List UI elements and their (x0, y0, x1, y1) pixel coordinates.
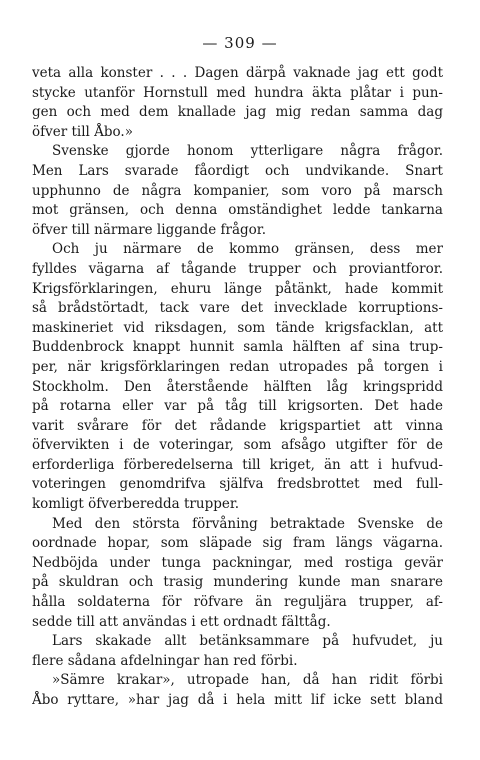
text-line: »Sämre krakar», utropade han, då han ridit förbi (52, 672, 443, 689)
text-line: flere sådana afdelningar han red förbi. (32, 652, 298, 669)
text-line: Åbo ryttare, »har jag då i hela mitt lif icke sett bland (32, 692, 443, 708)
text-line: Lars skakade allt betänksammare på hufvudet, ju (52, 633, 443, 650)
text-line: fylldes vägarna af tågande trupper och proviantforor. (32, 260, 443, 277)
text-line: öfvervikten i de voteringar, som afsågo utgifter för de (32, 437, 443, 454)
text-line: mot gränsen, och denna omständighet ledde tankarna (32, 202, 443, 219)
text-line: öfver till Åbo.» (32, 123, 133, 140)
text-line: per, när krigsförklaringen redan utropades på torgen i (32, 358, 443, 375)
text-line: Men Lars svarade fåordigt och undvikande. Snart (32, 162, 443, 179)
text-line: Buddenbrock knappt hunnit samla hälften af sina trup- (32, 339, 443, 356)
text-line: så brådstörtadt, tack vare det invecklade korruptions- (32, 300, 443, 317)
text-line: erforderliga förberedelserna till kriget, än att i hufvud- (32, 456, 443, 473)
text-line: sedde till att användas i ett ordnadt fälttåg. (32, 613, 331, 630)
text-line: på rotarna eller var på tåg till krigsorten. Det hade (32, 398, 443, 415)
text-line: Med den största förvåning betraktade Svenske de (52, 515, 443, 532)
text-line: på skuldran och trasig mundering kunde man snarare (32, 574, 443, 591)
text-line: gen och med dem knallade jag mig redan samma dag (32, 104, 443, 121)
text-line: voteringen genomdrifva själfva fredsbrottet med full- (32, 476, 443, 493)
text-line: Stockholm. Den återstående hälften låg kringspridd (32, 378, 443, 395)
text-line: Svenske gjorde honom ytterligare några frågor. (52, 143, 443, 160)
text-line: Nedböjda under tunga packningar, med rostiga gevär (32, 554, 443, 571)
text-line: stycke utanför Hornstull med hundra äkta plåtar i pun- (32, 84, 443, 101)
text-line: öfver till närmare liggande frågor. (32, 221, 267, 238)
text-line: maskineriet vid riksdagen, som tände krigsfacklan, att (32, 319, 443, 336)
text-line: veta alla konster . . . Dagen därpå vaknade jag ett godt (32, 65, 443, 81)
text-line: komligt öfverberedda trupper. (32, 496, 240, 513)
text-line: hålla soldaterna för röfvare än reguljära trupper, af- (32, 594, 443, 611)
page-number: — 309 — (202, 34, 278, 52)
text-line: Och ju närmare de kommo gränsen, dess mer (52, 241, 443, 258)
text-line: upphunno de några kompanier, som voro på marsch (32, 182, 443, 199)
body-text (32, 64, 443, 711)
text-line: oordnade hopar, som släpade sig fram längs vägarna. (32, 535, 443, 552)
text-line: Krigsförklaringen, ehuru länge påtänkt, hade kommit (32, 280, 443, 297)
text-line: varit svårare för det rådande krigspartiet att vinna (32, 417, 443, 434)
